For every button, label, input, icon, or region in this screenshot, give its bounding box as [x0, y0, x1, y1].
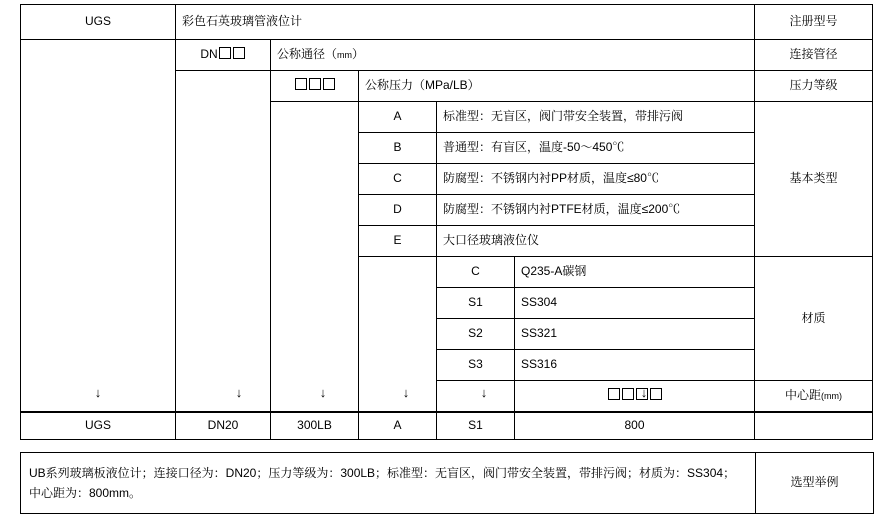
cell-blank-pressure-column — [271, 102, 359, 412]
cell-material-desc-s2: SS321 — [515, 319, 755, 350]
cell-dn-code — [176, 40, 271, 71]
down-arrow-icon: ↓ — [94, 385, 102, 400]
row-label-register-model: 注册型号 — [755, 5, 873, 40]
checkbox-icon — [323, 78, 335, 90]
cell-material-code-c: C — [437, 257, 515, 288]
down-arrow-icon: ↓ — [402, 385, 410, 400]
row-label-basic-type: 基本类型 — [755, 102, 873, 257]
example-note-table — [20, 452, 874, 514]
checkbox-icon — [219, 47, 231, 59]
cell-blank-dn-column — [176, 71, 271, 412]
example-cell-material: S1 — [437, 413, 515, 440]
row-label-material: 材质 — [755, 257, 873, 381]
example-cell-center-distance: 800 — [515, 413, 755, 440]
checkbox-icon — [309, 78, 321, 90]
dn-code-text: DN — [200, 47, 218, 62]
cell-product-name: 彩色石英玻璃管液位计 — [176, 5, 755, 40]
cell-type-code-c: C — [359, 164, 437, 195]
cell-blank-left-column — [21, 40, 176, 412]
cell-dn-description — [271, 40, 755, 71]
down-arrow-icon: ↓ — [480, 385, 488, 400]
model-selection-table — [20, 4, 873, 412]
cell-material-code-s1: S1 — [437, 288, 515, 319]
example-cell-empty — [755, 413, 873, 440]
checkbox-icon — [233, 47, 245, 59]
table-row — [21, 40, 873, 71]
example-note-label: 选型举例 — [756, 453, 874, 514]
example-cell-connection-diameter: DN20 — [176, 413, 271, 440]
example-cell-basic-type: A — [359, 413, 437, 440]
cell-type-desc-d: 防腐型：不锈钢内衬PTFE材质，温度≤200℃ — [437, 195, 755, 226]
down-arrow-icon: ↓ — [640, 385, 648, 400]
cell-material-desc-s1: SS304 — [515, 288, 755, 319]
cell-type-code-d: D — [359, 195, 437, 226]
cell-pressure-code — [271, 71, 359, 102]
example-note-text: UB系列玻璃板液位计；连接口径为：DN20；压力等级为：300LB；标准型：无盲区，阀门带安全装置，带排污阀；材质为：SS304；中心距为：800mm。 — [21, 453, 756, 514]
cell-type-code-a: A — [359, 102, 437, 133]
row-label-connection-diameter: 连接管径 — [755, 40, 873, 71]
cell-material-code-s2: S2 — [437, 319, 515, 350]
table-row — [21, 453, 874, 514]
example-cell-pressure-grade: 300LB — [271, 413, 359, 440]
cell-material-desc-s3: SS316 — [515, 350, 755, 381]
cell-type-code-b: B — [359, 133, 437, 164]
dn-description-text: 公称通径（mm） — [277, 47, 365, 62]
cell-register-model-code: UGS — [21, 5, 176, 40]
cell-type-desc-e: 大口径玻璃液位仪 — [437, 226, 755, 257]
cell-material-desc-c: Q235-A碳钢 — [515, 257, 755, 288]
arrow-indicator-row — [20, 385, 873, 413]
cell-type-desc-b: 普通型：有盲区，温度-50～450℃ — [437, 133, 755, 164]
down-arrow-icon: ↓ — [319, 385, 327, 400]
example-code-table — [20, 412, 873, 440]
down-arrow-icon: ↓ — [235, 385, 243, 400]
center-distance-label-text: 中心距(mm) — [785, 388, 843, 403]
cell-material-code-s3: S3 — [437, 350, 515, 381]
cell-type-desc-c: 防腐型：不锈钢内衬PP材质，温度≤80℃ — [437, 164, 755, 195]
table-row — [21, 413, 873, 440]
checkbox-icon — [295, 78, 307, 90]
cell-type-desc-a: 标准型：无盲区，阀门带安全装置，带排污阀 — [437, 102, 755, 133]
row-label-pressure-grade: 压力等级 — [755, 71, 873, 102]
cell-pressure-description: 公称压力（MPa/LB） — [359, 71, 755, 102]
cell-type-code-e: E — [359, 226, 437, 257]
example-cell-register-model: UGS — [21, 413, 176, 440]
table-row — [21, 5, 873, 40]
